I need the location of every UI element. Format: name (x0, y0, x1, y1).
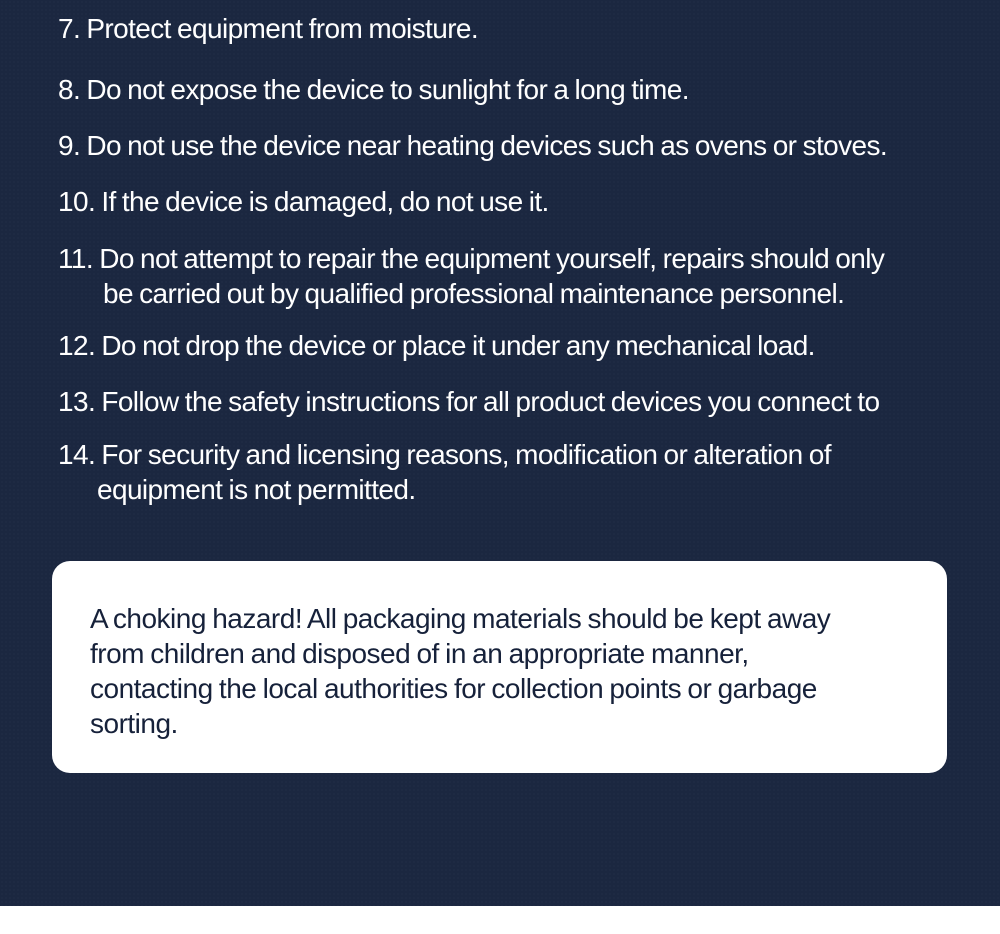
item-text-continuation: be carried out by qualified professional maintenance personnel. (103, 278, 845, 309)
instruction-item-14 (58, 437, 831, 507)
item-text: Do not drop the device or place it under any mechanical load. (101, 330, 815, 361)
instruction-item-13 (58, 384, 879, 419)
instruction-item-12 (58, 328, 815, 363)
item-text: Do not expose the device to sunlight for a long time. (86, 74, 689, 105)
item-text: Protect equipment from moisture. (86, 13, 479, 44)
item-number: 14. (58, 439, 96, 470)
instruction-item-7 (58, 11, 478, 46)
item-text-continuation: equipment is not permitted. (97, 474, 416, 505)
item-number: 7. (58, 13, 81, 44)
item-text: For security and licensing reasons, modification or alteration of (101, 439, 831, 470)
instruction-item-9 (58, 128, 887, 163)
item-text: Do not attempt to repair the equipment yourself, repairs should only (99, 243, 885, 274)
item-number: 12. (58, 330, 96, 361)
item-text: Follow the safety instructions for all product devices you connect to (101, 386, 880, 417)
warning-line: A choking hazard! All packaging materials should be kept away (90, 603, 831, 634)
item-text: Do not use the device near heating devices such as ovens or stoves. (86, 130, 888, 161)
warning-line: from children and disposed of in an appropriate manner, (90, 638, 749, 669)
choking-hazard-warning-card (52, 561, 947, 773)
instruction-item-10 (58, 184, 549, 219)
warning-text (90, 601, 930, 741)
warning-line: contacting the local authorities for collection points or garbage (90, 673, 817, 704)
item-number: 11. (58, 243, 94, 274)
item-number: 13. (58, 386, 96, 417)
instruction-item-8 (58, 72, 689, 107)
item-number: 10. (58, 186, 96, 217)
instruction-item-11 (58, 241, 884, 311)
item-text: If the device is damaged, do not use it. (101, 186, 549, 217)
item-number: 8. (58, 74, 81, 105)
warning-line: sorting. (90, 708, 178, 739)
item-number: 9. (58, 130, 81, 161)
